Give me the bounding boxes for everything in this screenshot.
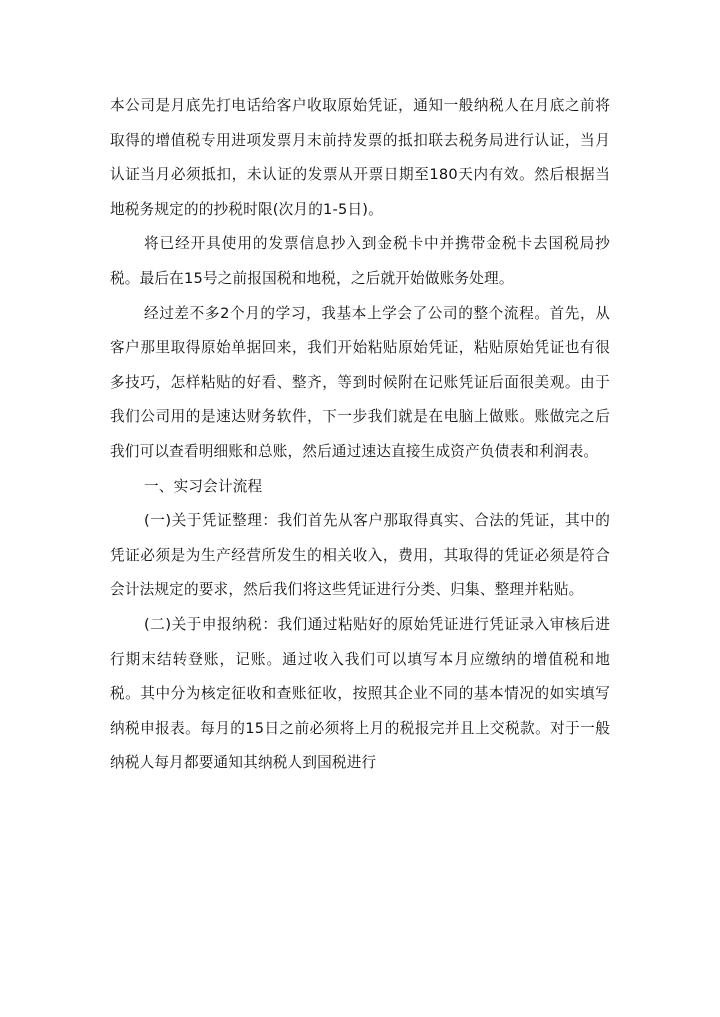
paragraph-1: 本公司是月底先打电话给客户收取原始凭证，通知一般纳税人在月底之前将取得的增值税专用进项发票月末前持发票的抵扣联去税务局进行认证，当月认证当月必须抵扣，未认证的发票从开票日期至180天内有效。然后根据当地税务规定的的抄税时限(次月的1-5日)。 [110,97,610,218]
paragraph-2: 将已经开具使用的发票信息抄入到金税卡中并携带金税卡去国税局抄税。最后在15号之前报国税和地税，之后就开始做账务处理。 [110,235,610,287]
section-heading: 一、实习会计流程 [144,477,263,495]
paragraph-voucher-sorting: (一)关于凭证整理：我们首先从客户那取得真实、合法的凭证，其中的凭证必须是为生产经营所发生的相关收入，费用，其取得的凭证必须是符合会计法规定的要求，然后我们将这些凭证进行分类、归集、整理并粘贴。 [110,512,610,599]
paragraph-3: 经过差不多2个月的学习，我基本上学会了公司的整个流程。首先，从客户那里取得原始单据回来，我们开始粘贴原始凭证，粘贴原始凭证也有很多技巧，怎样粘贴的好看、整齐，等到时候附在记账凭证后面很美观。由于我们公司用的是速达财务软件，下一步我们就是在电脑上做账。账做完之后我们可以查看明细账和总账，然后通过速达直接生成资产负债表和利润表。 [110,304,610,460]
document-body [110,89,610,781]
paragraph-tax-declaration: (二)关于申报纳税：我们通过粘贴好的原始凭证进行凭证录入审核后进行期末结转登账，记账。通过收入我们可以填写本月应缴纳的增值税和地税。其中分为核定征收和查账征收，按照其企业不同的基本情况的如实填写纳税申报表。每月的15日之前必须将上月的税报完并且上交税款。对于一般纳税人每月都要通知其纳税人到国税进行 [110,615,610,772]
